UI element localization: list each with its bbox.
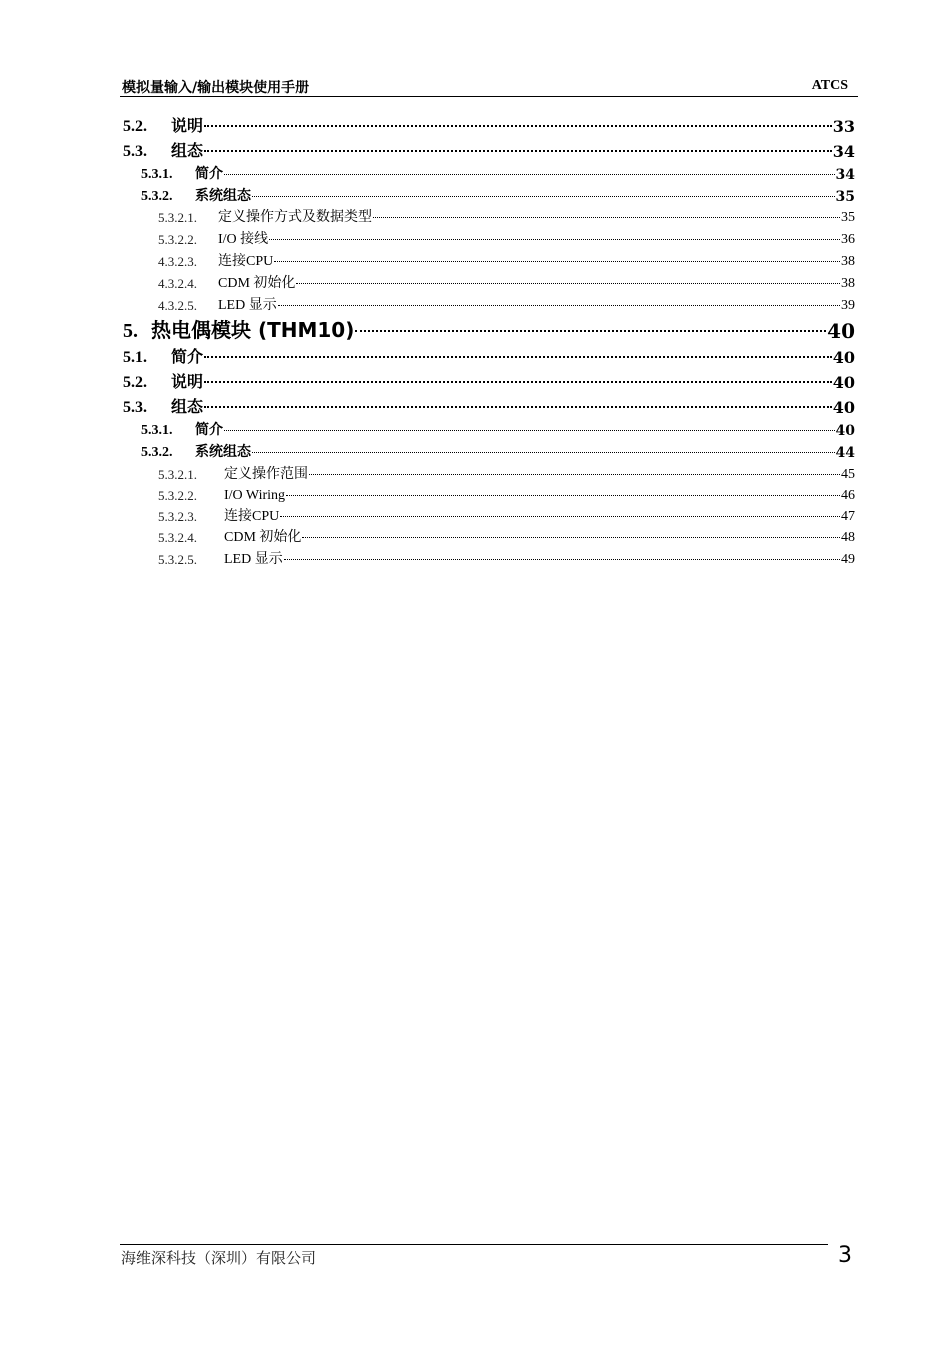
toc-page: 38 bbox=[841, 276, 855, 291]
toc-title: 组态 bbox=[171, 397, 204, 416]
toc-title: 连接CPU bbox=[224, 509, 280, 524]
toc-page: 40 bbox=[835, 423, 855, 439]
toc-number: 4.3.2.3. bbox=[158, 254, 197, 269]
toc-leader bbox=[302, 537, 840, 538]
toc-number: 5.3.2.4. bbox=[158, 530, 197, 545]
toc-entry[interactable] bbox=[158, 505, 855, 525]
toc-entry[interactable] bbox=[123, 114, 855, 136]
toc-number: 5.3.2.1. bbox=[158, 467, 197, 482]
toc-title: I/O 接线 bbox=[218, 232, 269, 247]
toc-title: 说明 bbox=[171, 372, 204, 391]
toc-entry[interactable] bbox=[123, 345, 855, 367]
toc-title: 简介 bbox=[195, 422, 223, 438]
toc-page: 35 bbox=[835, 189, 855, 205]
toc-number: 5.3.2. bbox=[141, 445, 173, 460]
toc-title: CDM 初始化 bbox=[224, 530, 302, 545]
toc-title: 热电偶模块 (THM10) bbox=[151, 318, 355, 342]
toc-leader bbox=[224, 430, 835, 431]
toc-leader bbox=[224, 174, 835, 175]
toc-page: 46 bbox=[841, 488, 855, 503]
toc-page: 48 bbox=[841, 530, 855, 545]
toc-number: 5.3.1. bbox=[141, 423, 173, 438]
toc-number: 5.3.2.2. bbox=[158, 488, 197, 503]
toc-entry[interactable] bbox=[123, 370, 855, 392]
toc-page: 49 bbox=[841, 552, 855, 567]
toc-entry[interactable] bbox=[158, 526, 855, 546]
toc-entry[interactable] bbox=[141, 185, 855, 205]
toc-page: 34 bbox=[835, 167, 855, 183]
toc-number: 5.3. bbox=[123, 143, 147, 160]
toc-page: 44 bbox=[835, 445, 855, 461]
toc-entry[interactable] bbox=[158, 272, 855, 292]
toc-page: 40 bbox=[827, 319, 855, 343]
toc-entry[interactable] bbox=[141, 419, 855, 439]
toc-number: 5.3.2.2. bbox=[158, 232, 197, 247]
toc-entry[interactable] bbox=[123, 139, 855, 161]
toc-entry[interactable] bbox=[123, 395, 855, 417]
toc-leader bbox=[286, 495, 840, 496]
toc-leader bbox=[373, 217, 840, 218]
toc-page: 40 bbox=[832, 348, 855, 367]
toc-leader bbox=[269, 239, 840, 240]
toc-title: LED 显示 bbox=[224, 552, 283, 567]
toc-leader bbox=[280, 516, 840, 517]
toc-title: LED 显示 bbox=[218, 298, 277, 313]
toc-title: 系统组态 bbox=[195, 444, 251, 460]
toc-page: 40 bbox=[832, 398, 855, 417]
toc-title: CDM 初始化 bbox=[218, 276, 296, 291]
toc-leader bbox=[204, 381, 832, 383]
toc-entry[interactable] bbox=[123, 317, 855, 343]
toc-entry[interactable] bbox=[158, 206, 855, 226]
toc-page: 34 bbox=[832, 142, 855, 161]
toc-title: I/O Wiring bbox=[224, 488, 286, 503]
toc-title: 定义操作范围 bbox=[224, 467, 308, 482]
page-header bbox=[120, 76, 858, 97]
page-number: 3 bbox=[838, 1243, 852, 1268]
toc-page: 39 bbox=[841, 298, 855, 313]
toc-page: 36 bbox=[841, 232, 855, 247]
toc-title: 简介 bbox=[195, 166, 223, 182]
toc-entry[interactable] bbox=[141, 163, 855, 183]
toc-number: 5.3. bbox=[123, 399, 147, 416]
toc-title: 定义操作方式及数据类型 bbox=[218, 210, 372, 225]
toc-number: 5.3.2.3. bbox=[158, 509, 197, 524]
toc-leader bbox=[204, 150, 832, 152]
toc-leader bbox=[204, 125, 832, 127]
toc-leader bbox=[252, 452, 835, 453]
toc-title: 说明 bbox=[171, 116, 204, 135]
toc-page: 38 bbox=[841, 254, 855, 269]
toc-number: 5.2. bbox=[123, 118, 147, 135]
toc-title: 简介 bbox=[171, 347, 204, 366]
toc-number: 5.3.2. bbox=[141, 189, 173, 204]
toc-number: 5.3.2.5. bbox=[158, 552, 197, 567]
footer-divider bbox=[120, 1244, 828, 1245]
toc-title: 组态 bbox=[171, 141, 204, 160]
toc-number: 5.1. bbox=[123, 349, 147, 366]
toc-leader bbox=[284, 559, 840, 560]
toc-entry[interactable] bbox=[158, 228, 855, 248]
toc-page: 33 bbox=[832, 117, 855, 136]
toc-entry[interactable] bbox=[158, 548, 855, 568]
toc-leader bbox=[204, 406, 832, 408]
toc-page: 45 bbox=[841, 467, 855, 482]
toc-leader bbox=[355, 330, 826, 332]
toc-leader bbox=[252, 196, 835, 197]
header-title: 模拟量输入/输出模块使用手册 bbox=[122, 80, 310, 96]
toc-number: 4.3.2.5. bbox=[158, 298, 197, 313]
toc-entry[interactable] bbox=[158, 294, 855, 314]
toc-leader bbox=[309, 474, 840, 475]
toc-page: 47 bbox=[841, 509, 855, 524]
footer-company: 海维深科技（深圳）有限公司 bbox=[121, 1249, 317, 1267]
toc-number: 5.3.1. bbox=[141, 167, 173, 182]
toc-number: 4.3.2.4. bbox=[158, 276, 197, 291]
header-brand: ATCS bbox=[811, 78, 848, 93]
toc-entry[interactable] bbox=[158, 484, 855, 504]
toc-number: 5.3.2.1. bbox=[158, 210, 197, 225]
toc-number: 5.2. bbox=[123, 374, 147, 391]
toc-leader bbox=[274, 261, 840, 262]
toc-number: 5. bbox=[123, 320, 138, 342]
toc-entry[interactable] bbox=[141, 441, 855, 461]
toc-leader bbox=[296, 283, 840, 284]
toc-entry[interactable] bbox=[158, 463, 855, 483]
toc-leader bbox=[204, 356, 832, 358]
toc-title: 系统组态 bbox=[195, 188, 251, 204]
toc-page: 35 bbox=[841, 210, 855, 225]
toc-title: 连接CPU bbox=[218, 254, 274, 269]
toc-entry[interactable] bbox=[158, 250, 855, 270]
toc-page: 40 bbox=[832, 373, 855, 392]
toc-leader bbox=[278, 305, 840, 306]
